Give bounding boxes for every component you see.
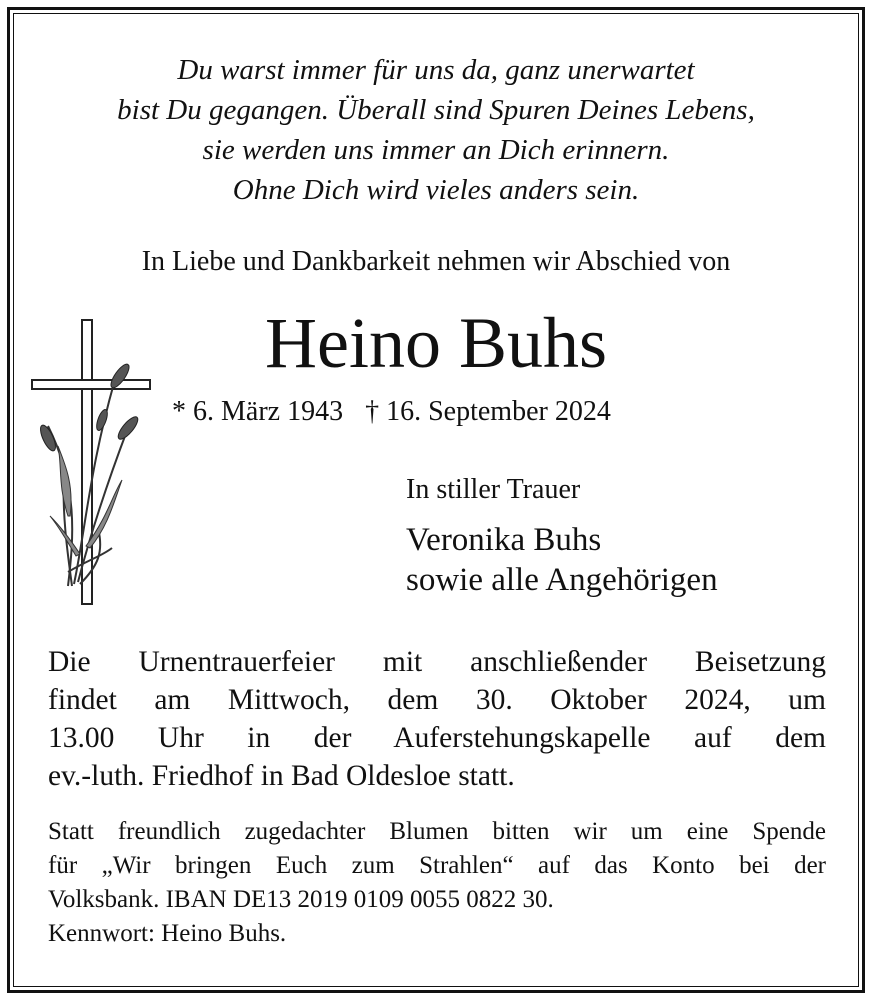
cross-with-wheat-icon: [28, 316, 154, 608]
donation-line: für „Wir bringen Euch zum Strahlen“ auf das Konto bei der: [48, 852, 826, 879]
memorial-poem: [20, 50, 852, 210]
poem-line: bist Du gegangen. Überall sind Spuren Deines Lebens,: [117, 94, 755, 126]
mourner-name: Veronika Buhs: [406, 522, 602, 558]
ceremony-line: 13.00 Uhr in der Auferstehungskapelle auf dem: [48, 722, 826, 754]
deceased-name: Heino Buhs: [265, 303, 607, 383]
farewell-intro: In Liebe und Dankbarkeit nehmen wir Abschied von: [141, 246, 731, 277]
mourners-block: [406, 470, 846, 600]
ceremony-line: Die Urnentrauerfeier mit anschließender Beisetzung: [48, 646, 826, 678]
donation-line: Volksbank. IBAN DE13 2019 0109 0055 0822 30.: [48, 886, 554, 913]
poem-line: Ohne Dich wird vieles anders sein.: [232, 174, 640, 206]
donation-info: [48, 815, 826, 951]
life-dates: [172, 392, 732, 432]
poem-line: sie werden uns immer an Dich erinnern.: [202, 134, 670, 166]
birth-date: * 6. März 1943: [172, 396, 344, 427]
ceremony-info: [48, 643, 826, 795]
donation-line: Statt freundlich zugedachter Blumen bitten wir um eine Spende: [48, 818, 826, 845]
ceremony-line: ev.-luth. Friedhof in Bad Oldesloe statt.: [48, 760, 515, 792]
mourner-names: [406, 520, 846, 600]
donation-line: Kennwort: Heino Buhs.: [48, 920, 287, 947]
mourning-label: In stiller Trauer: [406, 474, 581, 505]
poem-line: Du warst immer für uns da, ganz unerwartet: [177, 54, 695, 86]
ceremony-line: findet am Mittwoch, dem 30. Oktober 2024, um: [48, 684, 826, 716]
mourner-name: sowie alle Angehörigen: [406, 562, 718, 598]
death-date: † 16. September 2024: [365, 396, 611, 427]
